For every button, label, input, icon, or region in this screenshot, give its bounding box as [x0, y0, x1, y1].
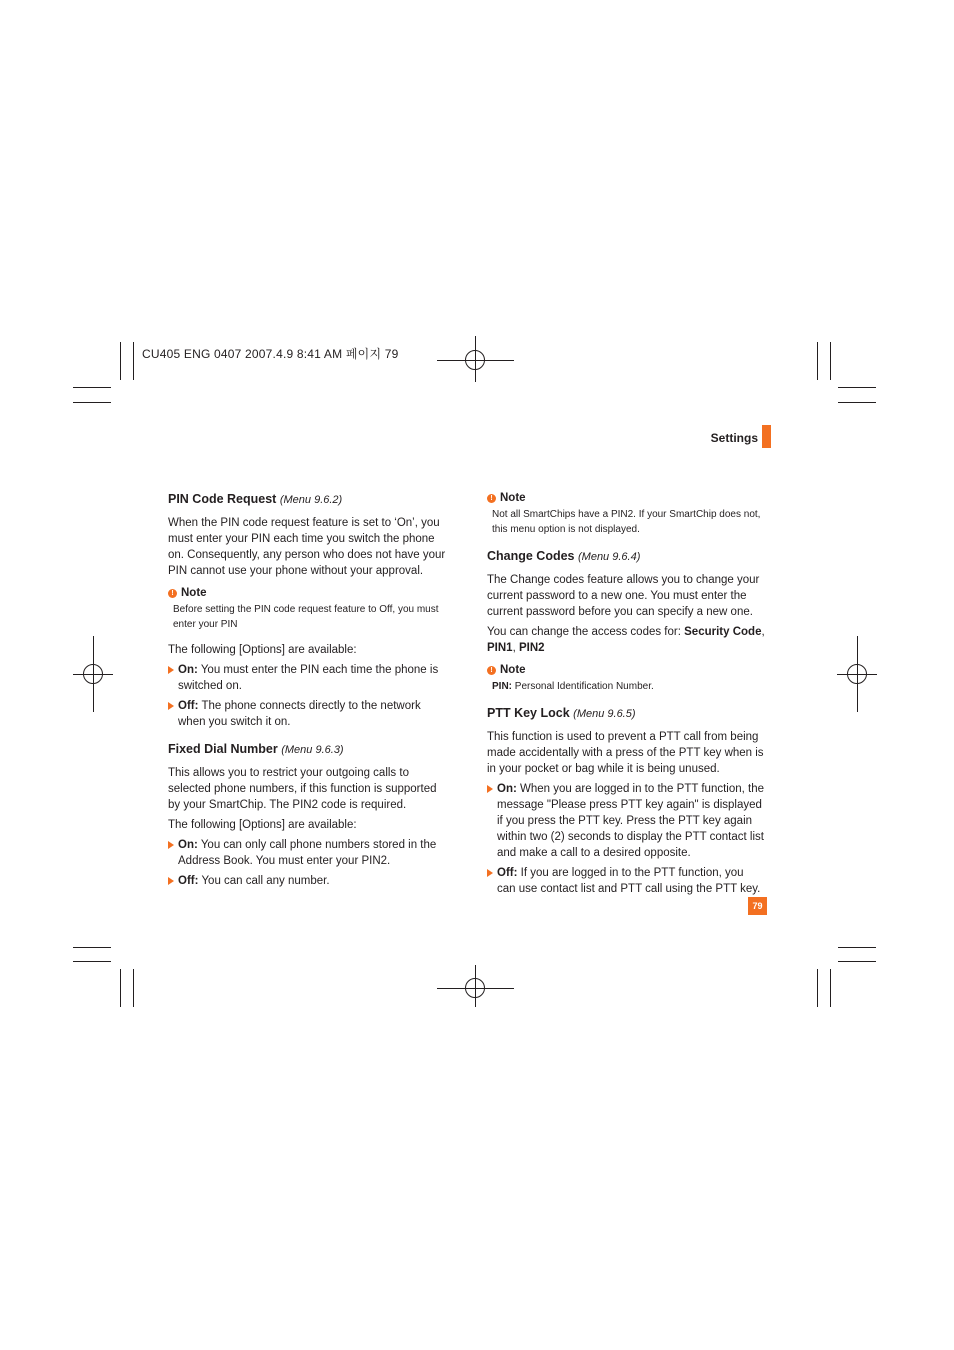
fixed-dial-options-intro: The following [Options] are available:	[168, 819, 357, 831]
pin-request-body: When the PIN code request feature is set to ‘On’, you must enter your PIN each time you switch the phone on. Consequently, any person who does not have your PIN cannot use your phone without your approval.	[168, 517, 446, 577]
right-column	[487, 490, 765, 901]
bullet-arrow-icon	[487, 869, 493, 877]
ptt-body: This function is used to prevent a PTT call from being made accidentally with a press of the PTT key when is in your pocket or bag while it is being unused.	[487, 731, 764, 775]
bullet-arrow-icon	[168, 877, 174, 885]
section-header-bar	[762, 425, 771, 448]
change-codes-access: You can change the access codes for: Security Code, PIN1, PIN2	[487, 626, 765, 654]
pin2-note: ! Note Not all SmartChips have a PIN2. If your SmartChip does not, this menu option is not displayed.	[487, 490, 765, 537]
ptt-key-lock-section	[487, 704, 765, 897]
note-icon: !	[168, 589, 177, 598]
pin-request-note: ! Note Before setting the PIN code request feature to Off, you must enter your PIN	[168, 585, 446, 632]
menu-ref: (Menu 9.6.3)	[281, 744, 344, 756]
menu-ref: (Menu 9.6.5)	[573, 708, 636, 720]
print-slug: CU405 ENG 0407 2007.4.9 8:41 AM 페이지 79	[142, 347, 399, 361]
bullet-arrow-icon	[168, 702, 174, 710]
fixed-dial-heading: Fixed Dial Number (Menu 9.6.3)	[168, 742, 344, 756]
pin-option-off: Off: The phone connects directly to the network when you switch it on.	[168, 698, 446, 730]
ptt-option-off: Off: If you are logged in to the PTT function, you can use contact list and PTT call using the PTT key.	[487, 865, 765, 897]
bullet-arrow-icon	[168, 841, 174, 849]
bullet-arrow-icon	[487, 785, 493, 793]
bullet-arrow-icon	[168, 666, 174, 674]
fixed-dial-option-off: Off: You can call any number.	[168, 873, 446, 889]
change-codes-heading: Change Codes (Menu 9.6.4)	[487, 549, 641, 563]
left-column	[168, 490, 446, 893]
section-header: Settings	[710, 431, 758, 445]
ptt-heading: PTT Key Lock (Menu 9.6.5)	[487, 706, 636, 720]
fixed-dial-body: This allows you to restrict your outgoing calls to selected phone numbers, if this function is supported by your SmartChip. The PIN2 code is required.	[168, 767, 437, 811]
ptt-option-on: On: When you are logged in to the PTT function, the message "Please press PTT key again" is displayed if you press the PTT key. Press the PTT key again within two (2) seconds to display the PTT contact list and make a call to a desired opposite.	[487, 781, 765, 861]
pin-definition-note: ! Note PIN: Personal Identification Number.	[487, 662, 765, 694]
pin-request-heading: PIN Code Request (Menu 9.6.2)	[168, 492, 343, 506]
page-number: 79	[748, 897, 767, 915]
menu-ref: (Menu 9.6.4)	[578, 551, 641, 563]
change-codes-section	[487, 547, 765, 656]
fixed-dial-option-on: On: You can only call phone numbers stored in the Address Book. You must enter your PIN2.	[168, 837, 446, 869]
note-icon: !	[487, 666, 496, 675]
note-icon: !	[487, 494, 496, 503]
menu-ref: (Menu 9.6.2)	[279, 494, 343, 506]
pin-option-on: On: You must enter the PIN each time the phone is switched on.	[168, 662, 446, 694]
fixed-dial-section	[168, 740, 446, 889]
change-codes-body: The Change codes feature allows you to change your current password to a new one. You must enter the current password before you can specify a new one.	[487, 574, 760, 618]
pin-options-intro: The following [Options] are available:	[168, 644, 357, 656]
